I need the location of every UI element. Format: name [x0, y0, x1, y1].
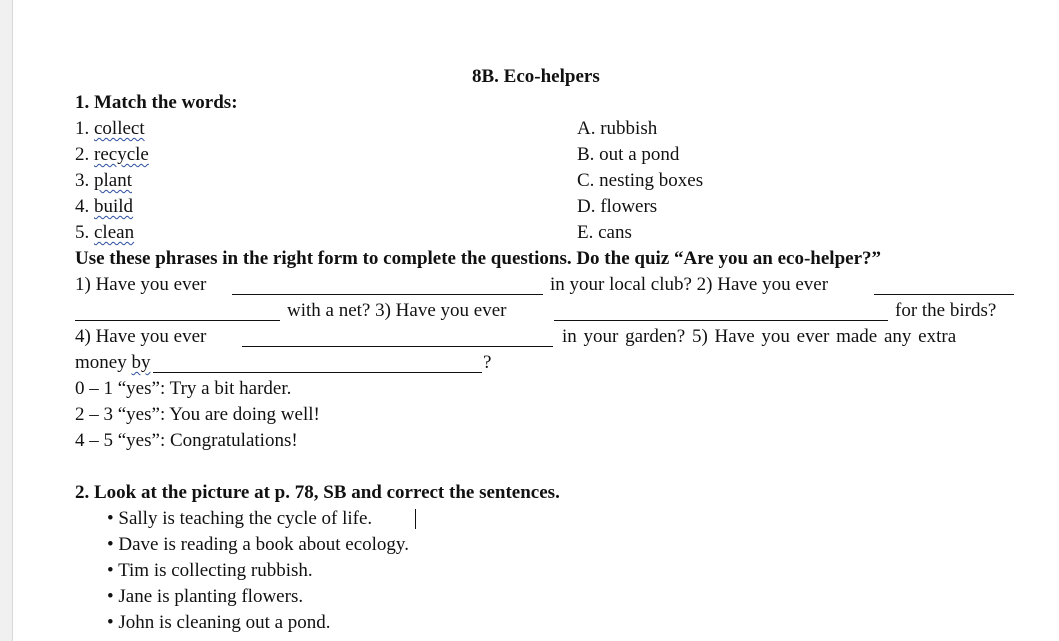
answer-blank: [75, 320, 280, 321]
bullet-icon: •: [107, 586, 114, 607]
doc-title: 8B. Eco-helpers: [472, 66, 600, 87]
word-item: 5. clean: [75, 222, 135, 243]
word-item: 3. plant: [75, 170, 132, 191]
quiz-text: ?: [483, 352, 492, 373]
word-item: 2. recycle: [75, 144, 149, 165]
quiz-text: with a net? 3) Have you ever: [287, 300, 507, 321]
bullet-item: • Tim is collecting rubbish.: [107, 560, 313, 581]
quiz-instruction: Use these phrases in the right form to complete the questions. Do the quiz “Are you an eco-helper?”: [75, 248, 882, 269]
answer-blank: [554, 320, 888, 321]
answer-blank: [153, 372, 482, 373]
match-item: D. flowers: [577, 196, 658, 217]
match-item: C. nesting boxes: [577, 170, 704, 191]
quiz-text: in your garden? 5) Have you ever made any extra: [562, 326, 957, 347]
task1-heading: 1. Match the words:: [75, 92, 238, 113]
quiz-result: 0 – 1 “yes”: Try a bit harder.: [75, 378, 292, 399]
quiz-result: 4 – 5 “yes”: Congratulations!: [75, 430, 298, 451]
bullet-item: • Jane is planting flowers.: [107, 586, 304, 607]
bullet-item: • Sally is teaching the cycle of life.: [107, 508, 373, 529]
quiz-text: money by: [75, 352, 151, 373]
quiz-result: 2 – 3 “yes”: You are doing well!: [75, 404, 320, 425]
text-cursor: [415, 509, 416, 529]
task2-heading: 2. Look at the picture at p. 78, SB and correct the sentences.: [75, 482, 560, 503]
quiz-text: 4) Have you ever: [75, 326, 207, 347]
bullet-item: • John is cleaning out a pond.: [107, 612, 331, 633]
match-item: A. rubbish: [577, 118, 658, 139]
bullet-icon: •: [107, 560, 114, 581]
word-item: 4. build: [75, 196, 134, 217]
bullet-icon: •: [107, 612, 114, 633]
bullet-item: • Dave is reading a book about ecology.: [107, 534, 409, 555]
document-page[interactable]: [12, 0, 1059, 641]
quiz-text: for the birds?: [895, 300, 997, 321]
answer-blank: [232, 294, 543, 295]
bullet-icon: •: [107, 534, 114, 555]
answer-blank: [874, 294, 1014, 295]
match-item: B. out a pond: [577, 144, 680, 165]
quiz-text: in your local club? 2) Have you ever: [550, 274, 829, 295]
quiz-text: 1) Have you ever: [75, 274, 207, 295]
answer-blank: [242, 346, 553, 347]
bullet-icon: •: [107, 508, 114, 529]
match-item: E. cans: [577, 222, 632, 243]
word-item: 1. collect: [75, 118, 145, 139]
